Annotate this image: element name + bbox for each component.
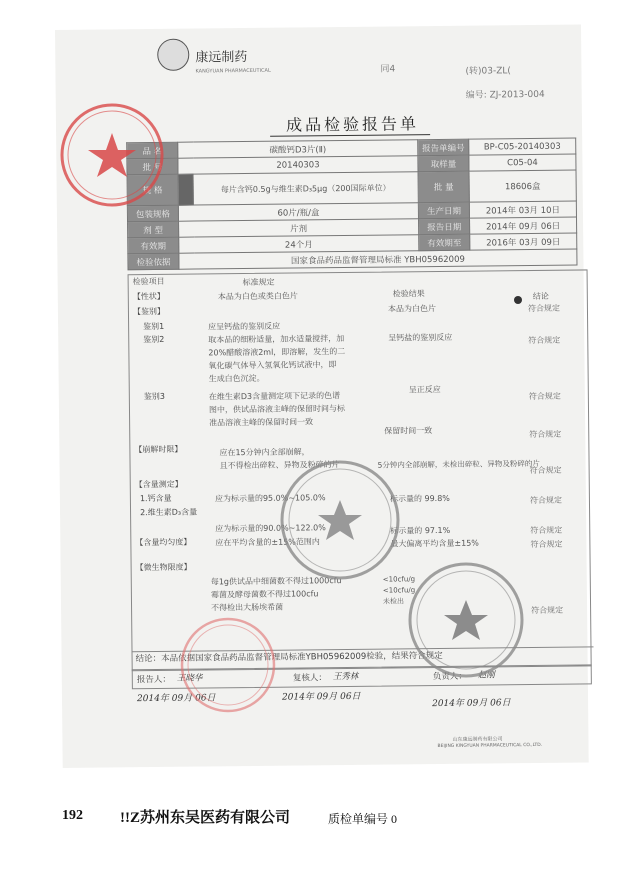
sample-qty-value: C05-04	[469, 154, 576, 171]
col-standard-header: 标准规定	[242, 277, 275, 288]
dosage-label: 剂 型	[128, 221, 179, 238]
verdict-6: 符合规定	[529, 495, 562, 506]
verdict-3: 符合规定	[528, 391, 561, 402]
verdict-4: 符合规定	[529, 429, 562, 440]
dosage-value: 片剂	[179, 219, 419, 238]
std-disintegration-line: 应在15分钟内全部崩解，	[219, 447, 310, 458]
section-id1: 鉴别1	[143, 321, 165, 332]
pack-label: 包装规格	[127, 205, 178, 222]
date-3: 2014年 09月 06日	[432, 698, 511, 710]
res-microbe-line: <10cfu/g	[382, 586, 416, 595]
std-microbe-line: 不得检出大肠埃希菌	[211, 602, 284, 613]
std-uniformity: 应在平均含量的±15%范围内	[215, 537, 320, 548]
section-id2: 鉴别2	[143, 334, 165, 345]
std-id2-line: 氧化碳气体导入氢氧化钙试液中，即	[208, 360, 337, 371]
product-label: 品 名	[127, 142, 178, 159]
expiry-value: 2016年 03月 09日	[470, 233, 577, 250]
company-name-en: KANGYUAN PHARMACEUTICAL	[195, 67, 271, 75]
col-result-header: 检验结果	[392, 289, 425, 299]
std-disintegration-line: 且不得检出碎粒、异物及粉碎的片	[219, 460, 340, 471]
reporter-label: 报告人：	[136, 674, 171, 686]
basis-value: 国家食品药品监督管理局标准 YBH05962009	[179, 249, 577, 269]
page-number: 192	[62, 808, 83, 823]
section-content: 【含量测定】	[134, 479, 183, 490]
batch-value: 20140303	[178, 156, 418, 175]
section-identification: 【鉴别】	[132, 306, 165, 317]
section-disintegration: 【崩解时限】	[134, 444, 183, 455]
prod-date-label: 生产日期	[418, 202, 469, 219]
section-uniformity: 【含量均匀度】	[135, 537, 192, 548]
validity-value: 24个月	[179, 235, 419, 254]
section-microbe: 【微生物限度】	[135, 562, 192, 573]
spec-value: 每片含钙0.5g与维生素D₃5μg（200国际单位）	[193, 172, 418, 205]
col-conclusion-header: 结论	[532, 291, 549, 302]
basis-label: 检验依据	[128, 253, 179, 270]
std-id2-line: 生成白色沉淀。	[208, 373, 265, 384]
manager-label: 负责人：	[432, 671, 467, 683]
res-id1: 呈钙盐的鉴别反应	[388, 332, 453, 343]
res-id3b: 保留时间一致	[384, 426, 433, 436]
res-disintegration: 5分钟内全部崩解，未检出碎粒、异物及粉碎的片	[377, 458, 540, 470]
red-seal-top-left-icon	[62, 105, 162, 205]
verdict-9: 符合规定	[531, 605, 564, 616]
std-id3-line: 准品溶液主峰的保留时间一致	[209, 417, 314, 428]
std-vitd3: 应为标示量的90.0%~122.0%	[215, 523, 326, 534]
product-value: 碳酸钙D3片(Ⅱ)	[178, 140, 418, 159]
report-date-value: 2014年 09月 06日	[470, 217, 577, 234]
verdict-1: 符合规定	[527, 303, 560, 314]
prod-date-value: 2014年 03月 10日	[469, 201, 576, 218]
std-id2-line: 20%醋酸溶液2ml，即溶解，发生的二	[208, 346, 346, 358]
res-id3: 呈正反应	[408, 384, 441, 395]
bottom-company: 山东康远制药有限公司	[452, 736, 503, 743]
std-appearance: 本品为白色或类白色片	[217, 291, 298, 302]
date-2: 2014年 09月 06日	[281, 691, 361, 703]
verdict-2: 符合规定	[528, 335, 561, 346]
bottom-company-en: BEIJING KINGYUAN PHARMACEUTICAL CO.,LTD.	[437, 742, 543, 750]
batch-qty-label: 批 量	[418, 171, 469, 203]
validity-label: 有效期	[128, 237, 179, 254]
col-item-header: 检验项目	[132, 276, 165, 287]
footer-company: !!Z苏州东吴医药有限公司	[120, 810, 290, 826]
gray-seal-right-icon	[410, 564, 522, 676]
std-microbe-line: 每1g供试品中细菌数不得过1000cfu	[210, 576, 342, 587]
report-no-label: 报告单编号	[418, 139, 469, 156]
section-id3: 鉴别3	[143, 391, 165, 402]
verdict-5: 符合规定	[529, 465, 562, 476]
res-microbe-line: <10cfu/g	[382, 575, 416, 584]
res-uniformity: 最大偏离平均含量±15%	[390, 538, 479, 549]
res-appearance: 本品为白色片	[387, 304, 436, 314]
section-appearance: 【性状】	[132, 291, 165, 302]
batch-qty-value: 18606盒	[469, 170, 576, 202]
red-seal-bottom-icon	[182, 619, 274, 711]
doc-code: (转)03-ZL(	[465, 66, 511, 77]
expiry-label: 有效期至	[419, 234, 470, 251]
serial-number: 编号: ZJ-2013-004	[465, 89, 545, 101]
ink-blot-icon	[514, 296, 522, 304]
verdict-8: 符合规定	[530, 539, 563, 550]
manager-signature: 赵刚	[477, 670, 495, 681]
report-no-value: BP-C05-20140303	[469, 138, 576, 155]
reviewer-label: 复核人：	[292, 673, 327, 684]
res-microbe-line: 未检出	[382, 597, 405, 606]
std-microbe-line: 霉菌及酵母菌数不得过100cfu	[210, 589, 319, 600]
footer-doc-no: 质检单编号 0	[328, 812, 398, 826]
reviewer-signature: 王秀林	[332, 671, 359, 683]
res-vitd3: 标示量的 97.1%	[390, 525, 451, 536]
pack-value: 60片/瓶/盒	[178, 203, 418, 222]
date-1: 2014年 09月 06日	[136, 693, 216, 705]
sample-qty-label: 取样量	[418, 155, 469, 172]
std-id3-line: 在维生素D3含量测定项下记录的色谱	[208, 391, 341, 402]
conclusion-line: 结论：本品依据国家食品药品监督管理局标准YBH05962009检验，结果符合规定	[132, 646, 594, 666]
section-vitd3: 2.维生素D₃含量	[140, 507, 198, 518]
std-id1: 应呈钙盐的鉴别反应	[208, 321, 281, 332]
company-name: 康远制药	[195, 49, 248, 66]
std-id2-line: 取本品的细粉适量，加水适量搅拌，加	[208, 333, 345, 345]
std-id3-line: 图中，供试品溶液主峰的保留时间与标	[208, 403, 346, 415]
verdict-7: 符合规定	[530, 525, 563, 536]
spec-label: 规 格	[127, 174, 178, 206]
handwritten-mark: 同4	[380, 64, 396, 75]
std-calcium: 应为标示量的95.0%~105.0%	[214, 493, 326, 504]
report-date-label: 报告日期	[419, 218, 470, 235]
res-calcium: 标示量的 99.8%	[389, 493, 450, 504]
reporter-signature: 王晓华	[176, 673, 203, 684]
report-title: 成品检验报告单	[285, 114, 420, 135]
batch-label: 批 号	[127, 158, 178, 175]
gray-seal-center-icon	[282, 462, 398, 578]
section-calcium: 1.钙含量	[139, 493, 172, 504]
